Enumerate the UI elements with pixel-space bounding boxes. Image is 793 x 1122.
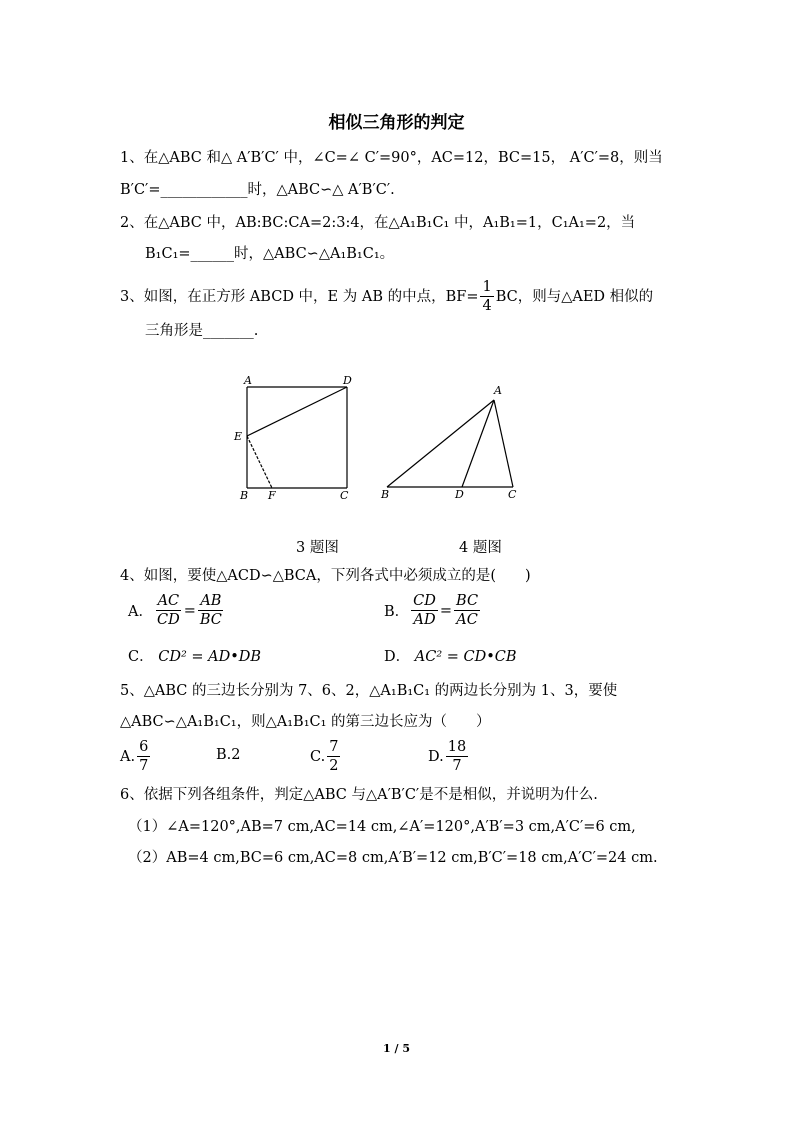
q4-stem: 4、如图，要使△ACD∽△BCA，下列各式中必须成立的是( ) — [120, 568, 531, 584]
q5-option-b: B.2 — [216, 747, 241, 763]
q6-item1: （1）∠A=120°,AB=7 cm,AC=14 cm,∠A′=120°,A′B′=3 cm,A′C′=6 cm, — [128, 819, 636, 835]
q5-option-c-frac — [327, 738, 340, 775]
q2-line1: 2、在△ABC 中，AB:BC:CA=2:3:4，在△A₁B₁C₁ 中，A₁B₁=1，C₁A₁=2，当 — [120, 215, 636, 231]
fig4-label-a: A — [494, 384, 502, 397]
q4-option-b-den1: AD — [413, 612, 436, 628]
q2-line2: B₁C₁=______时，△ABC∽△A₁B₁C₁。 — [145, 246, 395, 262]
q4-option-c-label: C． — [128, 649, 154, 665]
q5-option-c-num: 7 — [329, 739, 339, 755]
q4-option-a-den2: BC — [199, 612, 222, 628]
q1-line2: B′C′=____________时，△ABC∽△ A′B′C′. — [120, 182, 395, 198]
q3-suffix: BC，则与△AED 相似的 — [495, 288, 654, 305]
q4-option-b-num1: CD — [413, 593, 436, 609]
fig3-segment-ed — [247, 387, 347, 436]
q4-option-a-frac1 — [155, 592, 182, 629]
page-title: 相似三角形的判定 — [328, 113, 465, 133]
q4-option-b-eq: = — [439, 602, 453, 619]
q4-option-b-frac2 — [454, 592, 480, 629]
fig3-label-d: D — [343, 374, 352, 387]
q3-frac-num: 1 — [482, 279, 492, 295]
q4-option-a-label: A． — [128, 604, 153, 620]
q4-option-a-num1: AC — [157, 593, 180, 609]
fig3-caption: 3 题图 — [296, 540, 339, 556]
q4-option-a-frac2 — [198, 592, 224, 629]
q4-option-d-expr: AC² = CD•CB — [414, 649, 517, 665]
q3-frac-den: 4 — [482, 298, 492, 314]
q5-line2: △ABC∽△A₁B₁C₁，则△A₁B₁C₁ 的第三边长应为（ ） — [120, 714, 491, 730]
q4-option-c-expr: CD² = AD•DB — [158, 649, 262, 665]
q5-option-a-den: 7 — [139, 758, 149, 774]
fig4-caption: 4 题图 — [459, 540, 502, 556]
fig3-label-c: C — [340, 489, 349, 502]
q4-option-b-label: B． — [384, 604, 410, 620]
fig3-segment-ef — [247, 436, 272, 488]
fig3-label-b: B — [240, 489, 249, 502]
q4-option-a-den1: CD — [156, 612, 180, 628]
q5-option-a-num: 6 — [139, 739, 149, 755]
fig4-label-b: B — [381, 488, 390, 501]
q5-option-c — [310, 738, 342, 775]
q5-option-d — [428, 738, 470, 775]
q5-option-d-label: D. — [428, 748, 444, 765]
fig4-label-c: C — [508, 488, 517, 501]
q5-option-a-label: A. — [120, 748, 136, 765]
q4-option-b — [384, 592, 482, 629]
q4-option-d — [384, 645, 517, 666]
figure-3 — [230, 370, 370, 505]
q4-option-a-eq: = — [183, 602, 196, 619]
q6-item2: （2）AB=4 cm,BC=6 cm,AC=8 cm,A′B′=12 cm,B′C′=18 cm,A′C′=24 cm. — [128, 850, 658, 866]
fig3-label-e: E — [234, 430, 243, 443]
q4-option-b-num2: BC — [456, 593, 479, 609]
q5-option-d-num: 18 — [447, 739, 467, 755]
page-number: 1 / 5 — [383, 1042, 410, 1055]
q5-line1: 5、△ABC 的三边长分别为 7、6、2，△A₁B₁C₁ 的两边长分别为 1、3，要使 — [120, 683, 618, 699]
fig4-side-ac — [494, 400, 513, 487]
q3-line2: 三角形是_______. — [145, 323, 259, 339]
q3-fraction — [480, 278, 493, 315]
fig3-label-a: A — [244, 374, 252, 387]
q4-option-d-label: D． — [384, 649, 411, 665]
q5-option-a-frac — [137, 738, 150, 775]
q5-option-a — [120, 738, 152, 775]
q6-stem: 6、依据下列各组条件，判定△ABC 与△A′B′C′是不是相似，并说明为什么. — [120, 787, 598, 803]
fig3-label-f: F — [268, 489, 276, 502]
q4-option-a-num2: AB — [200, 593, 222, 609]
q4-option-c — [128, 645, 261, 666]
q3-line1 — [120, 278, 653, 315]
q4-option-a — [128, 592, 226, 629]
q4-option-b-den2: AC — [456, 612, 478, 628]
q5-option-c-den: 2 — [329, 758, 339, 774]
q5-option-d-frac — [446, 738, 468, 775]
fig4-label-d: D — [455, 488, 464, 501]
q3-prefix: 3、如图，在正方形 ABCD 中，E 为 AB 的中点，BF= — [120, 288, 479, 305]
figure-4 — [375, 380, 530, 505]
q4-option-b-frac1 — [411, 592, 438, 629]
q5-option-c-label: C. — [310, 748, 326, 765]
q5-option-d-den: 7 — [452, 758, 462, 774]
q1-line1: 1、在△ABC 和△ A′B′C′ 中，∠C=∠ C′=90°，AC=12，BC=15， A′C′=8，则当 — [120, 150, 663, 166]
